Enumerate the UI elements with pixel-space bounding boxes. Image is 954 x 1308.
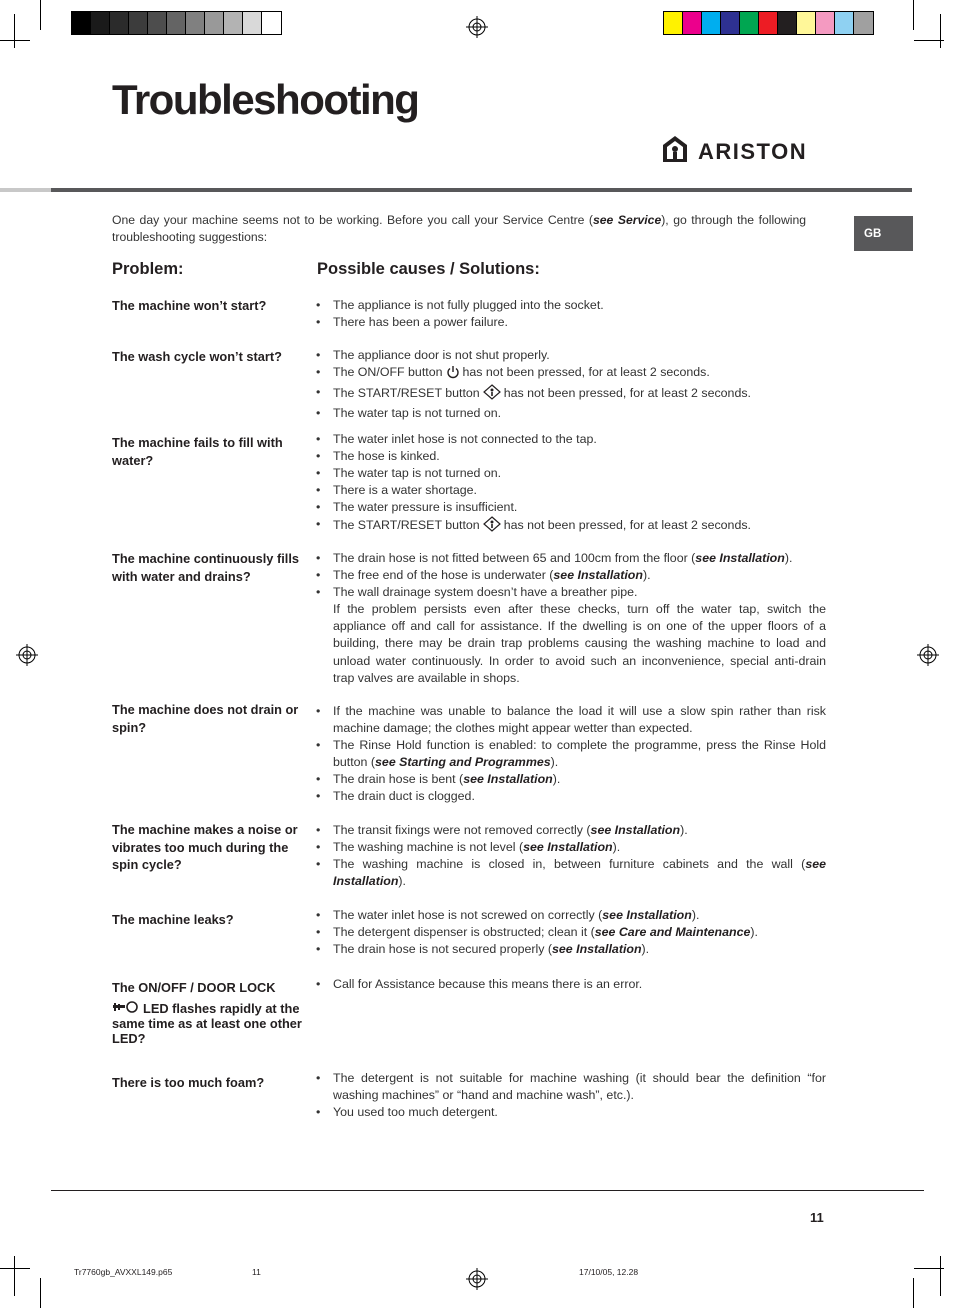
color-swatch <box>854 12 873 34</box>
problem-question-line: The ON/OFF / DOOR LOCK <box>112 980 276 995</box>
ariston-logo <box>662 135 807 168</box>
grey-swatch <box>91 12 110 34</box>
see-installation-link[interactable]: see Installation <box>552 942 642 957</box>
power-icon <box>446 365 460 384</box>
solution-item: • The water tap is not turned on. <box>316 465 826 482</box>
grey-swatch <box>167 12 186 34</box>
see-installation-link[interactable]: see Installation <box>590 823 681 837</box>
intro-text: One day your machine seems not to be working. Before you call your Service Centre ( <box>112 213 593 227</box>
see-installation-link[interactable]: see Installation <box>523 840 613 855</box>
see-starting-programmes-link[interactable]: see Starting and Programmes <box>375 755 551 770</box>
solution-list <box>316 976 826 993</box>
solution-item <box>316 364 826 384</box>
solution-item: • The water tap is not turned on. <box>316 405 826 422</box>
problem-question: The machine makes a noise or vibrates too much during the spin cycle? <box>112 822 298 872</box>
grey-swatch <box>186 12 205 34</box>
grey-swatch <box>129 12 148 34</box>
see-service-link[interactable]: see Service <box>593 213 662 227</box>
solution-item: • There is a water shortage. <box>316 482 826 499</box>
solution-item: • The appliance door is not shut properly. <box>316 347 826 364</box>
solution-text: ). <box>552 772 561 787</box>
color-swatch <box>759 12 778 34</box>
solution-list <box>316 822 826 890</box>
grey-swatch <box>262 12 281 34</box>
page-title: Troubleshooting <box>112 76 419 123</box>
solution-list <box>316 1070 826 1121</box>
see-installation-link[interactable]: see Installation <box>333 857 826 889</box>
solution-item: • If the machine was unable to balance the load it will use a slow spin rather than risk machine damage; the clothes might appear wetter than expected. <box>316 703 826 737</box>
solution-list <box>316 297 826 331</box>
see-care-maintenance-link[interactable]: see Care and Maintenance <box>594 925 751 940</box>
problem-question-line <box>112 1001 304 1046</box>
solution-item: • The detergent is not suitable for machine washing (it should bear the definition “for washing machines” or “hand and machine wash”, etc.). <box>316 1070 826 1104</box>
color-swatch <box>683 12 702 34</box>
solution-item: • The wall drainage system doesn’t have a breather pipe. <box>316 584 826 601</box>
color-swatch <box>797 12 816 34</box>
color-swatch <box>835 12 854 34</box>
brand-name: ARISTON <box>698 138 808 164</box>
solution-item: • The appliance is not fully plugged into the socket. <box>316 297 826 314</box>
footer-date: 17/10/05, 12.28 <box>579 1267 639 1277</box>
solution-item <box>316 737 826 771</box>
solution-text: ). <box>784 551 793 565</box>
problem-question-text: LED flashes rapidly at the same time as at least one other LED? <box>112 1000 302 1046</box>
solution-item <box>316 856 826 890</box>
solution-item <box>316 907 826 924</box>
start-reset-icon <box>483 516 501 537</box>
footer-rule <box>51 1190 924 1191</box>
solution-text: The drain hose is bent ( <box>333 772 464 787</box>
solution-item: • The hose is kinked. <box>316 448 826 465</box>
problem-header: Problem: <box>112 260 184 278</box>
solution-text: The free end of the hose is underwater ( <box>333 568 554 583</box>
solution-item: • You used too much detergent. <box>316 1104 826 1121</box>
solution-item <box>316 822 826 839</box>
solution-item: • Call for Assistance because this means there is an error. <box>316 976 826 993</box>
color-swatch <box>816 12 835 34</box>
solution-text: ). <box>691 908 700 922</box>
solution-text: ). <box>750 925 758 940</box>
solution-item: • The water inlet hose is not connected to the tap. <box>316 431 826 448</box>
solution-item <box>316 771 826 788</box>
grey-color-bar <box>71 11 282 35</box>
color-swatch <box>740 12 759 34</box>
solution-item <box>316 924 826 941</box>
solution-text: has not been pressed, for at least 2 seconds. <box>503 386 751 401</box>
door-lock-key-icon <box>112 1001 140 1016</box>
solution-item: • There has been a power failure. <box>316 314 826 331</box>
solution-list <box>316 907 826 958</box>
solution-text: ). <box>642 568 651 583</box>
solution-item <box>316 941 826 958</box>
solution-text: The washing machine is closed in, between furniture cabinets and the wall ( <box>333 857 806 872</box>
see-installation-link[interactable]: see Installation <box>695 551 785 565</box>
grey-swatch <box>224 12 243 34</box>
registration-mark-icon <box>16 644 38 666</box>
solution-item: • The water pressure is insufficient. <box>316 499 826 516</box>
solution-list <box>316 347 826 422</box>
solution-list <box>316 703 826 806</box>
ariston-house-icon <box>662 135 688 168</box>
problem-question: The machine continuously fills with water and drains? <box>112 551 300 584</box>
problem-question: The machine does not drain or spin? <box>112 702 299 735</box>
solution-text: ). <box>550 755 559 770</box>
problem-question: The wash cycle won’t start? <box>112 349 282 364</box>
solution-text: The START/RESET button <box>333 386 480 401</box>
header-rule <box>51 188 912 192</box>
see-installation-link[interactable]: see Installation <box>463 772 553 787</box>
language-tab: GB <box>854 216 913 251</box>
solution-text: has not been pressed, for at least 2 seconds. <box>462 365 710 380</box>
color-swatch <box>721 12 740 34</box>
color-swatch <box>664 12 683 34</box>
solution-text: The Rinse Hold function is enabled: to complete the programme, press the Rinse Hold button ( <box>333 738 826 770</box>
problem-question: The machine leaks? <box>112 912 234 927</box>
solution-item <box>316 567 826 584</box>
solution-text: The START/RESET button <box>333 518 480 533</box>
grey-swatch <box>110 12 129 34</box>
registration-mark-icon <box>466 1268 488 1290</box>
grey-swatch <box>205 12 224 34</box>
header-rule-light <box>0 188 51 192</box>
registration-mark-icon <box>466 16 488 38</box>
solution-text: ). <box>612 840 621 855</box>
footer-page: 11 <box>252 1267 261 1277</box>
problem-question <box>112 979 304 1046</box>
solution-item <box>316 516 826 537</box>
intro-text: ), go through the following troubleshooting suggestions: <box>112 213 807 244</box>
solution-text: ). <box>680 823 688 837</box>
solution-text: The detergent dispenser is obstructed; clean it ( <box>333 925 595 940</box>
color-swatch <box>702 12 721 34</box>
intro-paragraph <box>112 212 806 245</box>
solution-list <box>316 431 826 538</box>
solution-text: The washing machine is not level ( <box>333 840 524 855</box>
solution-item <box>316 550 826 567</box>
solution-item <box>316 839 826 856</box>
process-color-bar <box>663 11 874 35</box>
solution-item <box>316 384 826 405</box>
grey-swatch <box>72 12 91 34</box>
see-installation-link[interactable]: see Installation <box>553 568 643 583</box>
solution-text: The water inlet hose is not screwed on correctly ( <box>333 908 603 922</box>
see-installation-link[interactable]: see Installation <box>602 908 692 922</box>
solutions-header: Possible causes / Solutions: <box>317 260 540 278</box>
problem-question: The machine fails to fill with water? <box>112 435 283 468</box>
problem-question: The machine won’t start? <box>112 298 267 313</box>
grey-swatch <box>243 12 262 34</box>
solution-text: ). <box>398 874 406 889</box>
solution-text: The drain hose is not fitted between 65 and 100cm from the floor ( <box>333 551 696 565</box>
registration-mark-icon <box>917 644 939 666</box>
grey-swatch <box>148 12 167 34</box>
problem-question: There is too much foam? <box>112 1075 265 1090</box>
page-number: 11 <box>810 1210 824 1225</box>
solution-text: The ON/OFF button <box>333 365 443 380</box>
solution-item: • The drain duct is clogged. <box>316 788 826 805</box>
start-reset-icon <box>483 384 501 405</box>
solution-text: ). <box>641 942 650 957</box>
solution-text: has not been pressed, for at least 2 seconds. <box>503 518 751 533</box>
solution-note: If the problem persists even after these checks, turn off the water tap, switch the appliance off and call for assistance. If the dwelling is on one of the upper floors of a building, there may be drain trap problems causing the washing machine to load and unload water continuously. In order to avoid such an inconvenience, special anti-drain trap valves are available in shops. <box>333 602 826 685</box>
solution-list <box>316 550 826 687</box>
footer-filename: Tr7760gb_AVXXL149.p65 <box>74 1267 173 1277</box>
solution-text: The drain hose is not secured properly ( <box>333 942 553 957</box>
solution-text: The transit fixings were not removed correctly ( <box>333 823 591 837</box>
color-swatch <box>778 12 797 34</box>
